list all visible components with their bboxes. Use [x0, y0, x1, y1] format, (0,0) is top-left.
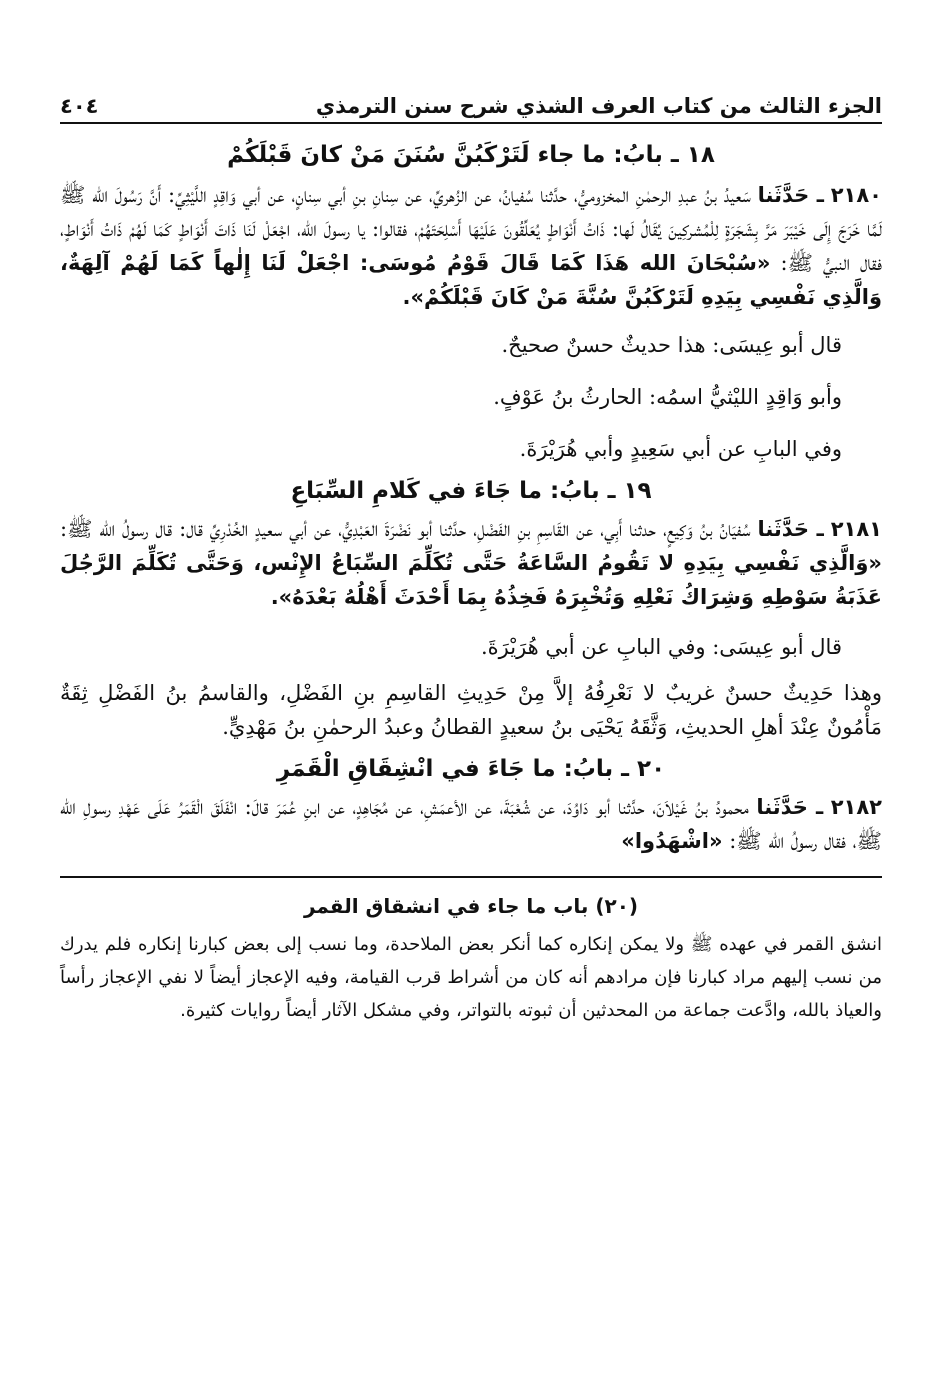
chapter-title: ٢٠ ـ بابُ: ما جَاءَ في انْشِقَاقِ الْقَمَرِ — [276, 756, 666, 782]
haddathana-label: ـ حَدَّثَنا — [757, 517, 824, 541]
hadith-chain: سُفيَانُ بنُ وَكِيعٍ، حدثنا أَبِي، عن القَاسِمِ بنِ الفَضْلِ، حدَّثنا أبو نَضْرَةَ العَبْدِيُّ، عن أبي سعيدٍ الخُدْرِيِّ قال: قال رسولُ الله ﷺ: — [60, 517, 751, 541]
hadith-paragraph — [60, 790, 882, 858]
hadith-text: «وَالَّذِي نَفْسِي بِيَدِهِ لا تَقُومُ السَّاعَةُ حَتَّى تُكَلِّمَ السِّبَاعُ الإِنْس، وَحَتَّى تُكَلِّمَ الرَّجُلَ عَذَبَةُ سَوْطِهِ وَشِرَاكُ نَعْلِهِ وَتُخْبِرَهُ فَخِذُهُ بِمَا أَحْدَثَ أَهْلُهُ بَعْدَهُ». — [60, 551, 882, 609]
haddathana-label: ـ حَدَّثَنا — [756, 795, 824, 819]
chapter-title: ١٩ ـ بابُ: ما جَاءَ في كَلامِ السِّبَاعِ — [290, 478, 652, 504]
hadith-number: ٢١٨٢ — [830, 795, 882, 819]
hadith-text: «سُبْحَانَ الله هَذَا كَمَا قَالَ قَوْمُ مُوسَى: اجْعَلْ لَنَا إِلٰهاً كَمَا لَهُمْ آلِهَةٌ، وَالَّذِي نَفْسِي بِيَدِهِ لَتَرْكَبُنَّ سُنَّةَ مَنْ كَانَ قَبْلَكُمْ». — [60, 251, 882, 309]
running-title: الجزء الثالث من كتاب العرف الشذي شرح سنن الترمذي — [315, 94, 882, 118]
chapter-title: ١٨ ـ بابُ: ما جاء لَتَرْكَبُنَّ سُنَنَ مَنْ كانَ قَبْلَكُمْ — [227, 142, 715, 168]
hadith-paragraph — [60, 178, 882, 314]
haddathana-label: ـ حَدَّثَنا — [757, 183, 824, 207]
hadith-number: ٢١٨٠ — [830, 183, 882, 207]
hadith-chain: سَعيدُ بنُ عبدِ الرحمٰنِ المخزوميُّ، حدَّثنا سُفيانُ، عن الزُهريِّ، عن سِنانِ بنِ أبي سِنانٍ، عن أبي وَاقِدٍ اللَّيْثِيِّ: أَنَّ رَسُولَ الله ﷺ لَمَّا خَرَجَ إِلَى خَيْبَرَ مَرَّ بِشَجَرَةٍ لِلْمُشركِينَ يُقَالُ لَها: ذَاتُ أَنْوَاطٍ يُعَلِّقُونَ عَلَيْهَا أَسْلِحَتَهُمْ، فقالوا: يا رسولَ الله، اجْعَلْ لَنَا ذَاتَ أَنْوَاطٍ كَمَا لَهُمْ ذَاتُ أَنْوَاطٍ، فقال النبيُّ ﷺ: — [60, 183, 882, 275]
footnote-text: انشق القمر في عهده ﷺ ولا يمكن إنكاره كما أنكر بعض الملاحدة، وما نسب إلى بعض كبارنا إنكاره فلم يدرك من نسب إليهم مراد كبارنا فإن مرادهم أنه كان من أشراط قرب القيامة، وفيه الإعجاز أيضاً لا نفي الإعجاز رأساً والعياذ بالله، وادَّعت جماعة من المحدثين أن ثبوته بالتواتر، وفي مشكل الآثار أيضاً روايات كثيرة. — [60, 934, 882, 1021]
hadith-number: ٢١٨١ — [830, 517, 882, 541]
note-line: وفي البابِ عن أبي سَعِيدٍ وأبي هُرَيْرَةَ. — [519, 437, 842, 461]
book-page — [60, 80, 882, 1348]
footnote-title: (٢٠) باب ما جاء في انشقاق القمر — [303, 894, 639, 918]
hadith-text: «اشْهَدُوا» — [621, 829, 723, 853]
note-line: قال أبو عِيسَى: هذا حديثٌ حسنٌ صحيحٌ. — [501, 333, 842, 357]
note-line: قال أبو عِيسَى: وفي البابِ عن أبي هُرَيْرَةَ. — [480, 635, 842, 659]
note-line: وأبو وَاقِدٍ الليْثيُّ اسمُه: الحارثُ بنُ عَوْفٍ. — [493, 385, 842, 409]
page-number: ٤٠٤ — [60, 94, 99, 118]
page-header — [60, 80, 882, 124]
note-paragraph: وهذا حَدِيثٌ حسنٌ غريبٌ لا نَعْرِفُهُ إلاَّ مِنْ حَدِيثِ القاسِمِ بنِ الفَضْلِ، والقاسمُ بنُ الفَضْلِ ثِقَةٌ مَأْمُونٌ عِنْدَ أهلِ الحديثِ، وَثَّقَهُ يَحْيَى بنُ سعيدٍ القطانُ وعبدُ الرحمٰنِ بنُ مَهْدِيٍّ. — [60, 681, 882, 739]
footnote-separator — [60, 876, 882, 878]
hadith-paragraph — [60, 512, 882, 614]
hadith-chain: محمودُ بنُ غَيْلاَنَ، حدَّثنا أبو دَاوُدَ، عن شُعْبَةَ، عن الأعمَشِ، عن مُجَاهِدٍ، عن ابنِ عُمَرَ قالَ: انْفَلَقَ الْقَمَرُ عَلَى عَهْدِ رسولِ الله ﷺ، فقال رسولُ الله ﷺ: — [60, 795, 882, 853]
